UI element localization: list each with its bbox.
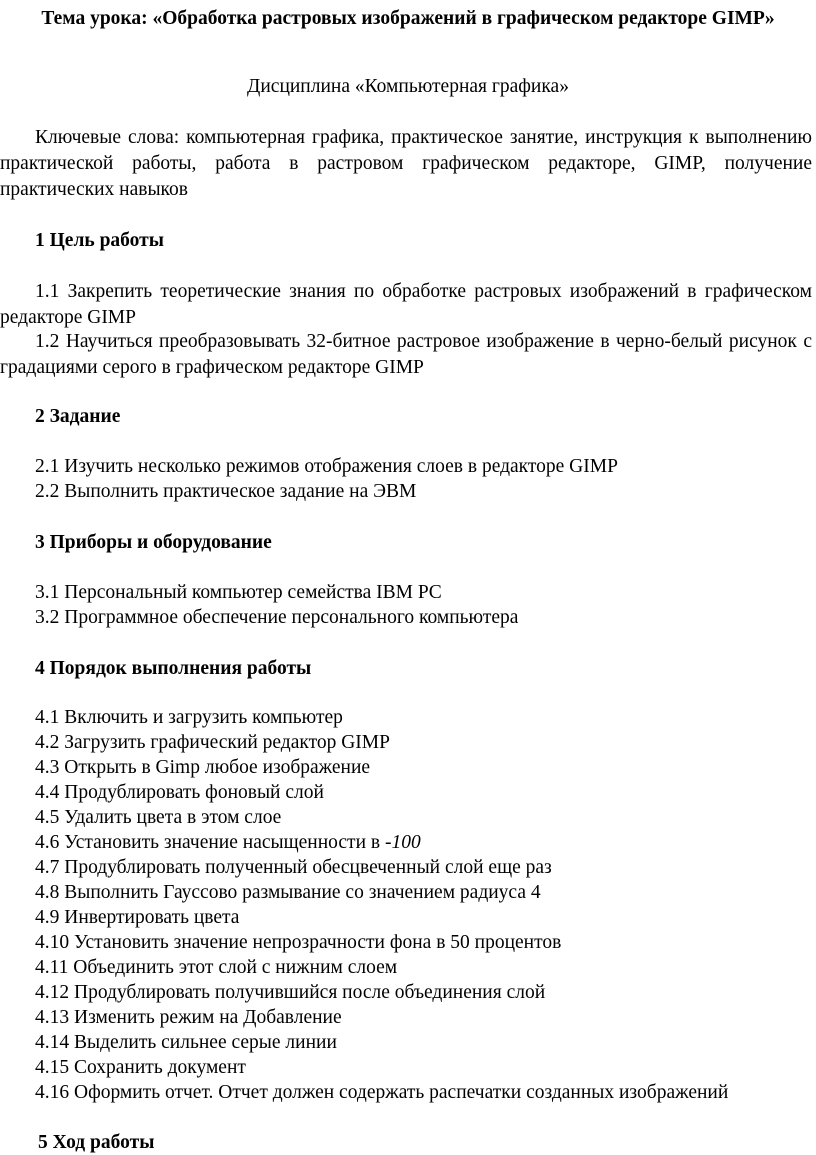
saturation-value: -100	[384, 832, 421, 853]
procedure-item-4-7: 4.7 Продублировать полученный обесцвеченный слой еще раз	[35, 857, 552, 878]
task-item-2-2: 2.2 Выполнить практическое задание на ЭВМ	[35, 481, 417, 502]
procedure-item-4-2: 4.2 Загрузить графический редактор GIMP	[35, 732, 390, 753]
procedure-item-4-16: 4.16 Оформить отчет. Отчет должен содержать распечатки созданных изображений	[35, 1082, 729, 1103]
procedure-item-4-12: 4.12 Продублировать получившийся после объединения слой	[35, 982, 546, 1003]
procedure-item-4-11: 4.11 Объединить этот слой с нижним слоем	[35, 957, 398, 978]
task-item-2-1: 2.1 Изучить несколько режимов отображения слоев в редакторе GIMP	[35, 456, 618, 477]
keywords-paragraph: Ключевые слова: компьютерная графика, практическое занятие, инструкция к выполнению практической работы, работа в растровом графическом редакторе, GIMP, получение практических навыков	[0, 127, 812, 200]
procedure-item-4-15: 4.15 Сохранить документ	[35, 1057, 246, 1078]
section-heading-progress: 5 Ход работы	[38, 1132, 155, 1153]
section-heading-procedure: 4 Порядок выполнения работы	[35, 658, 312, 679]
procedure-item-4-3: 4.3 Открыть в Gimp любое изображение	[35, 757, 371, 778]
equipment-item-3-1: 3.1 Персональный компьютер семейства IBM PC	[35, 582, 442, 603]
procedure-item-4-10: 4.10 Установить значение непрозрачности фона в 50 процентов	[35, 932, 562, 953]
lesson-title: Тема урока: «Обработка растровых изображений в графическом редакторе GIMP»	[41, 8, 775, 29]
section-heading-task: 2 Задание	[35, 406, 121, 427]
equipment-item-3-2: 3.2 Программное обеспечение персонального компьютера	[35, 607, 519, 628]
procedure-item-4-4: 4.4 Продублировать фоновый слой	[35, 782, 324, 803]
procedure-item-4-1: 4.1 Включить и загрузить компьютер	[35, 707, 343, 728]
goal-item-1-1: 1.1 Закрепить теоретические знания по обработке растровых изображений в графическом редакторе GIMP	[0, 281, 812, 328]
procedure-item-4-6-text: 4.6 Установить значение насыщенности в	[35, 832, 385, 853]
procedure-item-4-13: 4.13 Изменить режим на Добавление	[35, 1007, 342, 1028]
procedure-item-4-8: 4.8 Выполнить Гауссово размывание со значением радиуса 4	[35, 882, 541, 903]
section-heading-equipment: 3 Приборы и оборудование	[35, 532, 272, 553]
section-heading-goal: 1 Цель работы	[35, 230, 164, 251]
procedure-item-4-5: 4.5 Удалить цвета в этом слое	[35, 807, 282, 828]
discipline-line: Дисциплина «Компьютерная графика»	[247, 76, 569, 97]
goal-item-1-2: 1.2 Научиться преобразовывать 32-битное растровое изображение в черно-белый рисунок с градациями серого в графическом редакторе GIMP	[0, 331, 812, 378]
procedure-item-4-14: 4.14 Выделить сильнее серые линии	[35, 1032, 337, 1053]
procedure-item-4-9: 4.9 Инвертировать цвета	[35, 907, 240, 928]
procedure-item-4-6	[35, 830, 421, 855]
